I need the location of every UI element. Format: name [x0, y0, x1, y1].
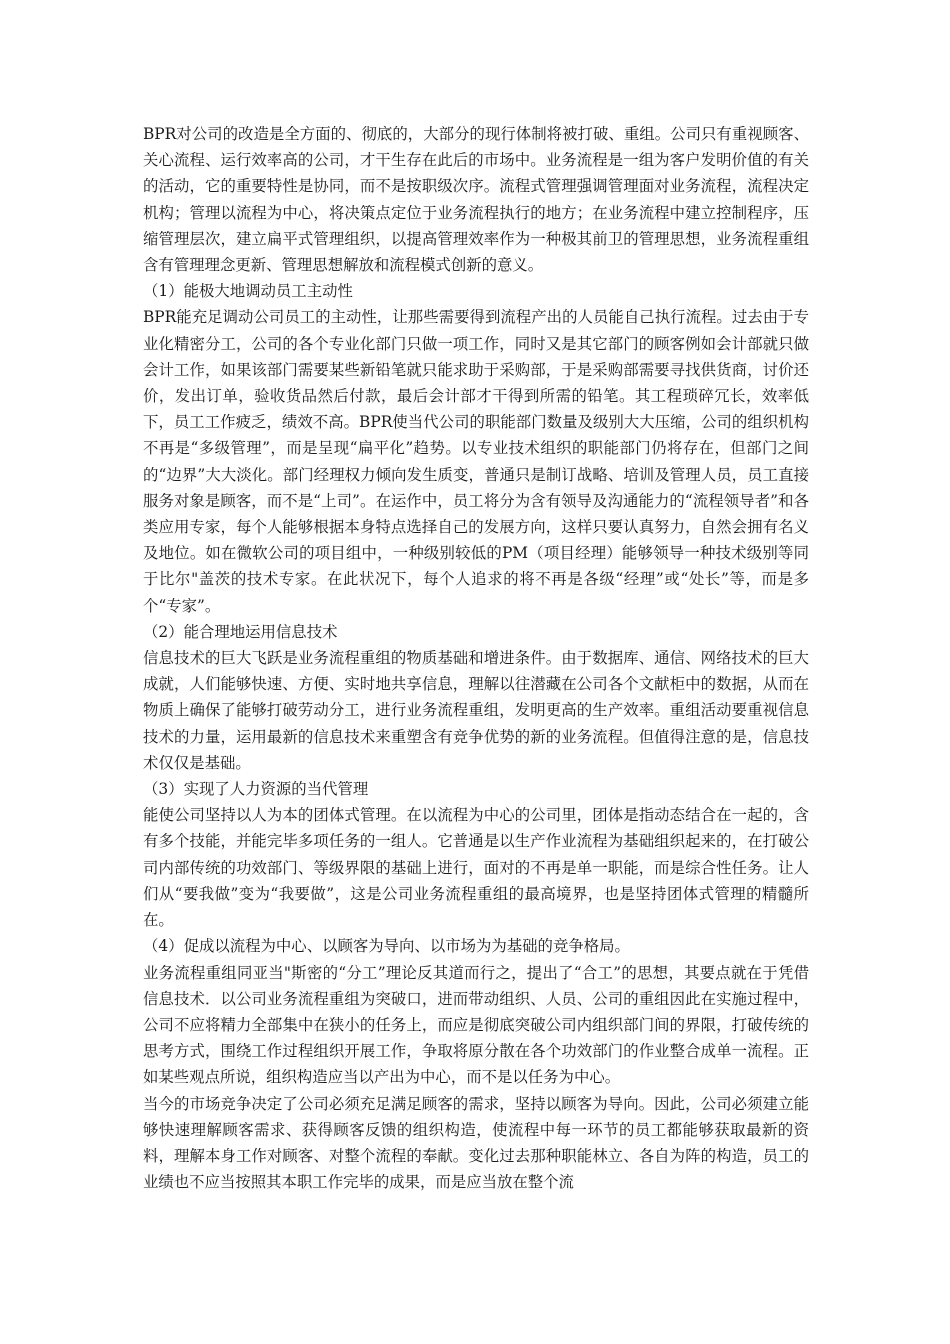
section-heading-4: （4）促成以流程为中心、以顾客为导向、以市场为为基础的竞争格局。: [143, 937, 630, 956]
document-page: [143, 121, 809, 1195]
paragraph-section-4a: 业务流程重组同亚当"斯密的“分工”理论反其道而行之，提出了“合工”的思想，其要点就在于凭借信息技术．以公司业务流程重组为突破口，进而带动组织、人员、公司的重组因此在实施过程中，公司不应将精力全部集中在狭小的任务上，而应是彻底突破公司内组织部门间的界限，打破传统的思考方式，围绕工作过程组织开展工作，争取将原分散在各个功效部门的作业整合成单一流程。正如某些观点所说，组织构造应当以产出为中心，而不是以任务为中心。: [143, 963, 809, 1087]
paragraph-section-4b: 当今的市场竞争决定了公司必须充足满足顾客的需求，坚持以顾客为导向。因此，公司必须建立能够快速理解顾客需求、获得顾客反馈的组织构造，使流程中每一环节的员工都能够获取最新的资料，理解本身工作对顾客、对整个流程的奉献。变化过去那种职能林立、各自为阵的构造，员工的业绩也不应当按照其本职工作完毕的成果，而是应当放在整个流: [143, 1094, 809, 1192]
section-heading-1: （1）能极大地调动员工主动性: [143, 282, 353, 301]
section-heading-2: （2）能合理地运用信息技术: [143, 622, 338, 641]
paragraph-intro: BPR对公司的改造是全方面的、彻底的，大部分的现行体制将被打破、重组。公司只有重视顾客、关心流程、运行效率高的公司，才干生存在此后的市场中。业务流程是一组为客户发明价值的有关的活动，它的重要特性是协同，而不是按职级次序。流程式管理强调管理面对业务流程，流程决定机构；管理以流程为中心，将决策点定位于业务流程执行的地方；在业务流程中建立控制程序，压缩管理层次，建立扁平式管理组织，以提高管理效率作为一种极其前卫的管理思想，业务流程重组含有管理理念更新、管理思想解放和流程模式创新的意义。: [143, 125, 809, 275]
paragraph-section-1: BPR能充足调动公司员工的主动性，让那些需要得到流程产出的人员能自己执行流程。过去由于专业化精密分工，公司的各个专业化部门只做一项工作，同时又是其它部门的顾客例如会计部就只做会计工作，如果该部门需要某些新铅笔就只能求助于采购部，于是采购部需要寻找供货商，讨价还价，发出订单，验收货品然后付款，最后会计部才干得到所需的铅笔。其工程琐碎冗长，效率低下，员工工作疲乏，绩效不高。BPR使当代公司的职能部门数量及级别大大压缩，公司的组织机构不再是“多级管理”，而是呈现“扁平化”趋势。以专业技术组织的职能部门仍将存在，但部门之间的“边界”大大淡化。部门经理权力倾向发生质变，普通只是制订战略、培训及管理人员，员工直接服务对象是顾客，而不是“上司”。在运作中，员工将分为含有领导及沟通能力的“流程领导者”和各类应用专家，每个人能够根据本身特点选择自己的发展方向，这样只要认真努力，自然会拥有名义及地位。如在微软公司的项目组中，一种级别较低的PM（项目经理）能够领导一种技术级别等同于比尔"盖茨的技术专家。在此状况下，每个人追求的将不再是各级“经理”或“处长”等，而是多个“专家”。: [143, 308, 809, 615]
paragraph-section-3: 能使公司坚持以人为本的团体式管理。在以流程为中心的公司里，团体是指动态结合在一起的，含有多个技能，并能完毕多项任务的一组人。它普通是以生产作业流程为基础组织起来的，在打破公司内部传统的功效部门、等级界限的基础上进行，面对的不再是单一职能，而是综合性任务。让人们从“要我做”变为“我要做”，这是公司业务流程重组的最高境界，也是坚持团体式管理的精髓所在。: [143, 806, 809, 930]
paragraph-section-2: 信息技术的巨大飞跃是业务流程重组的物质基础和增进条件。由于数据库、通信、网络技术的巨大成就，人们能够快速、方便、实时地共享信息，理解以往潜藏在公司各个文献柜中的数据，从而在物质上确保了能够打破劳动分工，进行业务流程重组，发明更高的生产效率。重组活动要重视信息技术的力量，运用最新的信息技术来重塑含有竞争优势的新的业务流程。但值得注意的是，信息技术仅仅是基础。: [143, 649, 809, 772]
section-heading-3: （3）实现了人力资源的当代管理: [143, 780, 369, 799]
